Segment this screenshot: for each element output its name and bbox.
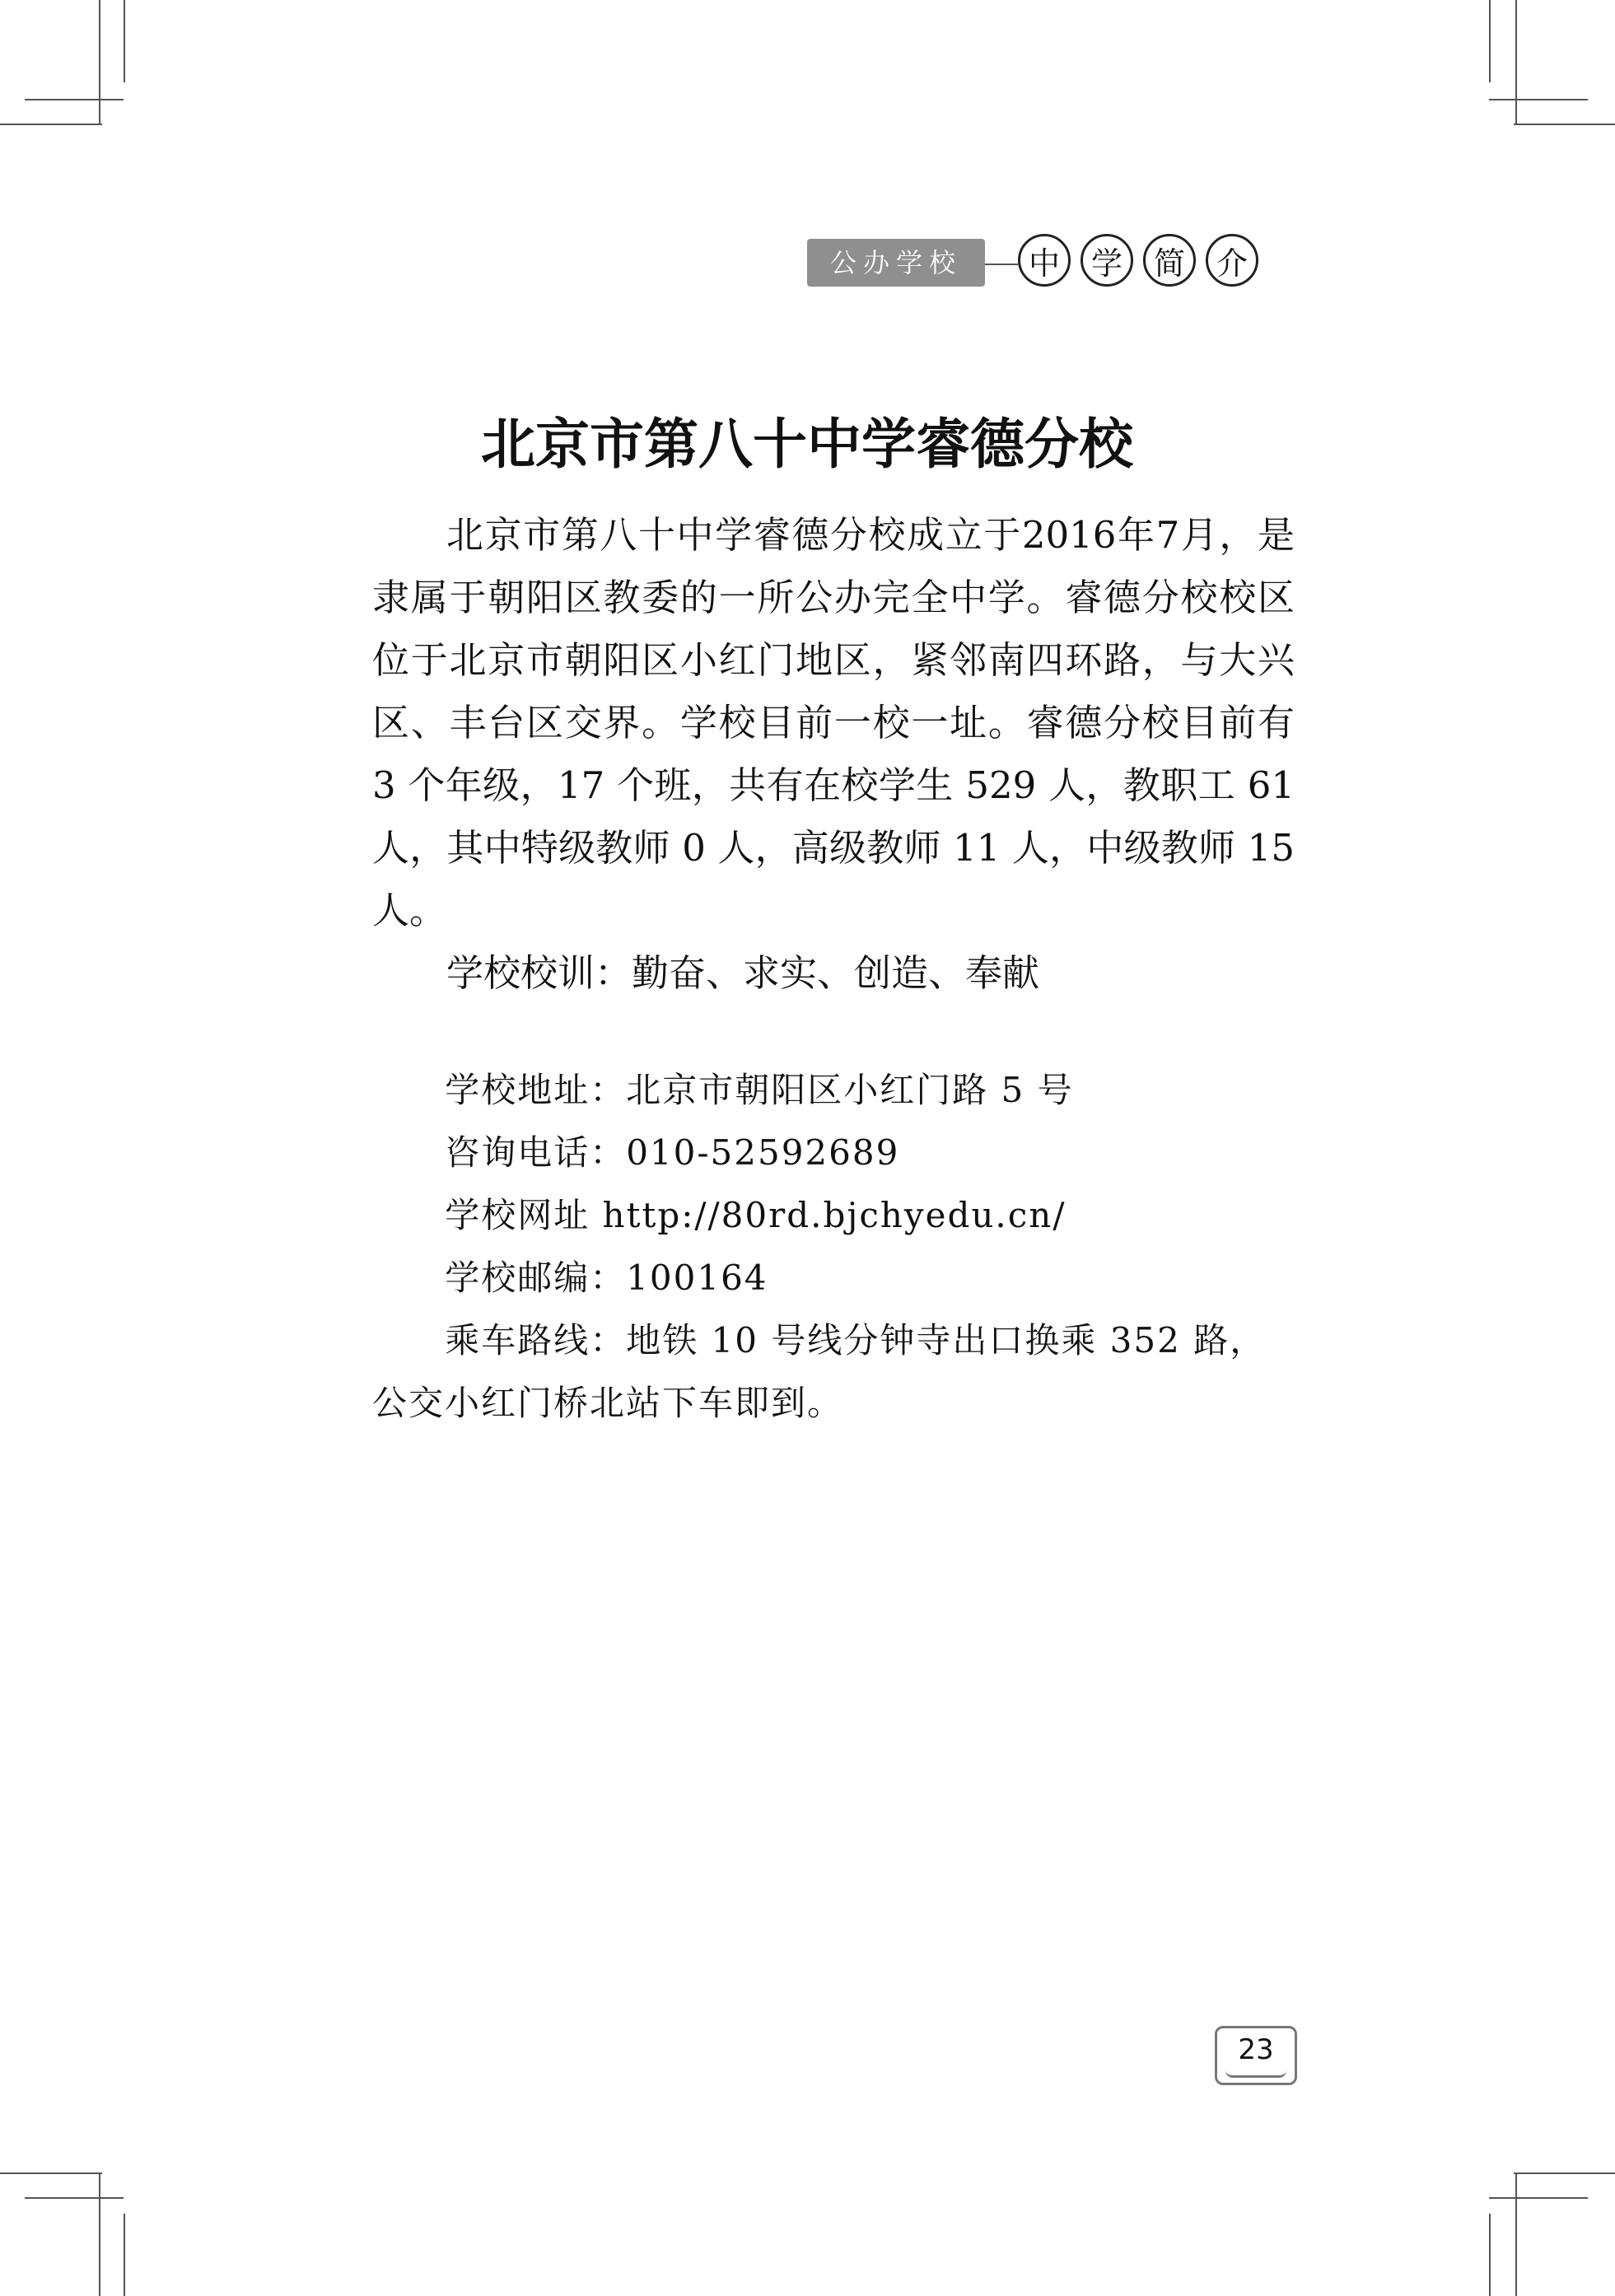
crop-mark: [25, 99, 124, 100]
crop-mark: [124, 2214, 125, 2296]
crop-mark: [1515, 0, 1517, 125]
crop-mark: [1515, 2172, 1517, 2296]
contact-info: [372, 1059, 1295, 1435]
intro-paragraph: 北京市第八十中学睿德分校成立于2016年7月，是隶属于朝阳区教委的一所公办完全中学。睿德分校校区位于北京市朝阳区小红门地区，紧邻南四环路，与大兴区、丰台区交界。学校目前一校一址。睿德分校目前有 3 个年级，17 个班，共有在校学生 529 人，教职工 61 人，其中特级教师 0 人，高级教师 11 人，中级教师 15 人。: [372, 513, 1295, 932]
crop-mark: [1489, 2214, 1491, 2296]
section-tag: 公办学校: [807, 239, 985, 287]
school-website: 学校网址 http://80rd.bjchyedu.cn/: [445, 1195, 1067, 1235]
bus-route: 乘车路线：地铁 10 号线分钟寺出口换乘 352 路，公交小红门桥北站下车即到。: [372, 1320, 1267, 1423]
crop-mark: [25, 2197, 124, 2199]
chapter-circles: [1018, 234, 1258, 287]
crop-mark: [1489, 99, 1588, 100]
crop-mark: [1514, 124, 1615, 125]
school-phone: 咨询电话：010-52592689: [445, 1132, 900, 1173]
crop-mark: [1489, 2197, 1588, 2199]
chapter-circle-char: 学: [1081, 234, 1133, 287]
article-body: [372, 504, 1295, 1435]
school-address: 学校地址：北京市朝阳区小红门路 5 号: [445, 1070, 1074, 1110]
running-header: [807, 234, 1285, 292]
crop-mark: [0, 2172, 102, 2174]
school-motto: 学校校训：勤奋、求实、创造、奉献: [446, 951, 1040, 995]
chapter-circle-char: 简: [1143, 234, 1196, 287]
crop-mark: [99, 2172, 100, 2296]
page-number-badge: [1215, 2026, 1297, 2085]
book-icon: [1225, 2070, 1286, 2078]
page-number: 23: [1238, 2033, 1274, 2066]
page-title: 北京市第八十中学睿德分校: [481, 413, 1133, 476]
crop-mark: [1489, 0, 1491, 82]
header-connector-line: [985, 264, 1018, 265]
crop-mark: [124, 0, 125, 82]
crop-mark: [99, 0, 100, 125]
chapter-circle-char: 介: [1206, 234, 1258, 287]
chapter-circle-char: 中: [1018, 234, 1071, 287]
crop-mark: [0, 124, 102, 125]
crop-mark: [1514, 2172, 1615, 2174]
school-postcode: 学校邮编：100164: [445, 1258, 768, 1298]
